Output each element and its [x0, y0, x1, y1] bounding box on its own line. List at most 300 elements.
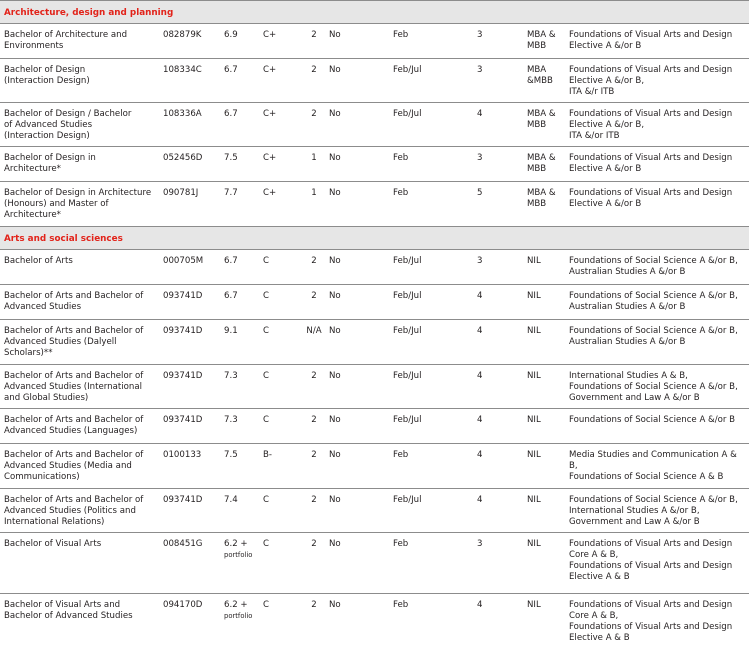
table-row: [0, 594, 749, 654]
admission-score: [224, 103, 263, 147]
ccp-line: NIL: [527, 450, 541, 460]
elective-line: Foundations of Visual Arts and Design: [569, 622, 733, 632]
years: [299, 24, 329, 59]
elective-units: [565, 250, 749, 285]
interview: [329, 103, 389, 147]
table-row: [0, 409, 749, 444]
intake: [389, 594, 477, 654]
elective-units: [565, 489, 749, 533]
duration: [477, 594, 523, 654]
course-name: [0, 409, 159, 444]
duration-value: 4: [477, 371, 483, 381]
intake: [389, 103, 477, 147]
intake: [389, 182, 477, 227]
ccp-line: MBB: [527, 199, 547, 209]
course-code: [159, 365, 224, 409]
ccp-units: [523, 594, 565, 654]
course-name-line: Scholars)**: [4, 348, 53, 358]
years-value: 2: [311, 109, 317, 119]
table-row: [0, 444, 749, 489]
elective-units: [565, 409, 749, 444]
interview-value: No: [329, 188, 341, 198]
ccp-units: [523, 320, 565, 365]
years-value: 2: [311, 256, 317, 266]
interview: [329, 182, 389, 227]
table-row: [0, 320, 749, 365]
course-code-value: 093741D: [163, 326, 203, 336]
ccp-line: NIL: [527, 539, 541, 549]
elective-units: [565, 285, 749, 320]
elective-line: ITA &/or ITB: [569, 131, 620, 141]
ccp-line: MBB: [527, 41, 547, 51]
interview: [329, 533, 389, 594]
intake-value: Feb/Jul: [393, 326, 422, 336]
elective-line: Australian Studies A &/or B: [569, 302, 686, 312]
elective-line: Foundations of Visual Arts and Design: [569, 188, 733, 198]
ccp-line: MBA: [527, 65, 547, 75]
years-value: N/A: [306, 326, 322, 336]
years: [299, 59, 329, 103]
elective-line: Foundations of Visual Arts and Design: [569, 539, 733, 549]
interview-value: No: [329, 539, 341, 549]
course-name-line: Bachelor of Arts and Bachelor of: [4, 415, 144, 425]
course-name: [0, 24, 159, 59]
elective-units: [565, 103, 749, 147]
elective-line: Elective A &/or B,: [569, 120, 645, 130]
math-grade-value: C: [263, 415, 270, 425]
elective-line: Foundations of Social Science A &/or B,: [569, 382, 738, 392]
score-value: 6.7: [224, 291, 238, 301]
ccp-units: [523, 59, 565, 103]
interview-value: No: [329, 415, 341, 425]
years-value: 1: [311, 153, 317, 163]
interview: [329, 147, 389, 182]
math-grade: [263, 409, 299, 444]
score-value: 6.9: [224, 30, 238, 40]
interview-value: No: [329, 450, 341, 460]
years: [299, 285, 329, 320]
years: [299, 182, 329, 227]
ccp-line: MBA &: [527, 188, 556, 198]
course-name-line: Bachelor of Arts and Bachelor of: [4, 450, 144, 460]
ccp-line: MBB: [527, 120, 547, 130]
admission-score: [224, 24, 263, 59]
duration: [477, 533, 523, 594]
course-name-line: Environments: [4, 41, 64, 51]
elective-line: ITA &/r ITB: [569, 87, 615, 97]
table-row: [0, 24, 749, 59]
section-header: [0, 227, 749, 250]
duration: [477, 285, 523, 320]
course-code: [159, 320, 224, 365]
course-name-line: Advanced Studies (Dalyell: [4, 337, 117, 347]
intake-value: Feb/Jul: [393, 256, 422, 266]
duration-value: 3: [477, 30, 483, 40]
intake: [389, 533, 477, 594]
course-name-line: Advanced Studies (Politics and: [4, 506, 136, 516]
course-code: [159, 182, 224, 227]
course-name: [0, 489, 159, 533]
math-grade-value: C+: [263, 153, 277, 163]
course-name-line: Advanced Studies: [4, 302, 82, 312]
math-grade: [263, 103, 299, 147]
interview: [329, 285, 389, 320]
duration-value: 4: [477, 600, 483, 610]
course-name: [0, 250, 159, 285]
elective-units: [565, 320, 749, 365]
elective-units: [565, 365, 749, 409]
ccp-units: [523, 182, 565, 227]
math-grade: [263, 320, 299, 365]
course-name-line: Bachelor of Advanced Studies: [4, 611, 133, 621]
years: [299, 147, 329, 182]
course-code-value: 052456D: [163, 153, 203, 163]
duration-value: 4: [477, 450, 483, 460]
table-row: [0, 285, 749, 320]
duration: [477, 320, 523, 365]
elective-line: International Studies A & B,: [569, 371, 688, 381]
section-title: Arts and social sciences: [0, 227, 749, 250]
ccp-line: NIL: [527, 291, 541, 301]
elective-units: [565, 594, 749, 654]
ccp-units: [523, 409, 565, 444]
course-name-line: and Global Studies): [4, 393, 89, 403]
years-value: 2: [311, 30, 317, 40]
course-name-line: Bachelor of Visual Arts: [4, 539, 102, 549]
years-value: 2: [311, 539, 317, 549]
duration-value: 3: [477, 256, 483, 266]
score-value: 7.4: [224, 495, 238, 505]
course-name: [0, 59, 159, 103]
years-value: 1: [311, 188, 317, 198]
course-name-line: Architecture*: [4, 210, 61, 220]
score-value: 6.2 +: [224, 539, 248, 549]
course-name-line: Bachelor of Arts: [4, 256, 73, 266]
interview-value: No: [329, 600, 341, 610]
math-grade-value: C+: [263, 188, 277, 198]
score-value: 7.5: [224, 153, 238, 163]
intake: [389, 285, 477, 320]
interview: [329, 24, 389, 59]
math-grade-value: C: [263, 326, 270, 336]
interview-value: No: [329, 326, 341, 336]
intake: [389, 24, 477, 59]
interview-value: No: [329, 495, 341, 505]
elective-units: [565, 24, 749, 59]
duration: [477, 365, 523, 409]
intake-value: Feb: [393, 450, 409, 460]
course-code: [159, 24, 224, 59]
intake-value: Feb: [393, 30, 409, 40]
course-name-line: Architecture*: [4, 164, 61, 174]
admission-score: [224, 444, 263, 489]
duration-value: 4: [477, 415, 483, 425]
math-grade: [263, 250, 299, 285]
math-grade-value: B-: [263, 450, 272, 460]
table-row: [0, 250, 749, 285]
intake-value: Feb: [393, 600, 409, 610]
duration: [477, 103, 523, 147]
ccp-units: [523, 444, 565, 489]
ccp-units: [523, 285, 565, 320]
intake-value: Feb/Jul: [393, 65, 422, 75]
course-name: [0, 444, 159, 489]
course-name: [0, 182, 159, 227]
years-value: 2: [311, 415, 317, 425]
elective-line: Foundations of Social Science A &/or B,: [569, 495, 738, 505]
course-name-line: Bachelor of Arts and Bachelor of: [4, 495, 144, 505]
table-row: [0, 182, 749, 227]
elective-line: Government and Law A &/or B: [569, 517, 700, 527]
table-row: [0, 147, 749, 182]
course-code: [159, 103, 224, 147]
course-name-line: Bachelor of Visual Arts and: [4, 600, 121, 610]
math-grade-value: C: [263, 256, 270, 266]
math-grade: [263, 24, 299, 59]
elective-line: Foundations of Visual Arts and Design: [569, 153, 733, 163]
ccp-units: [523, 147, 565, 182]
duration: [477, 489, 523, 533]
math-grade-value: C: [263, 291, 270, 301]
admission-score: [224, 365, 263, 409]
ccp-units: [523, 489, 565, 533]
duration-value: 5: [477, 188, 483, 198]
course-code: [159, 444, 224, 489]
elective-line: Foundations of Visual Arts and Design: [569, 30, 733, 40]
score-value: 7.5: [224, 450, 238, 460]
math-grade: [263, 365, 299, 409]
intake: [389, 365, 477, 409]
ccp-units: [523, 103, 565, 147]
elective-line: Foundations of Social Science A &/or B,: [569, 291, 738, 301]
duration: [477, 409, 523, 444]
score-value: 6.2 +: [224, 600, 248, 610]
course-name-line: Bachelor of Arts and Bachelor of: [4, 326, 144, 336]
intake: [389, 320, 477, 365]
admission-score: [224, 489, 263, 533]
intake: [389, 444, 477, 489]
interview: [329, 250, 389, 285]
elective-line: B,: [569, 461, 578, 471]
course-code-value: 082879K: [163, 30, 202, 40]
elective-line: Elective A & B: [569, 572, 630, 582]
ccp-line: MBA &: [527, 153, 556, 163]
intake-value: Feb: [393, 539, 409, 549]
years: [299, 409, 329, 444]
years: [299, 320, 329, 365]
intake: [389, 409, 477, 444]
interview: [329, 444, 389, 489]
years: [299, 444, 329, 489]
course-name-line: Bachelor of Design in: [4, 153, 96, 163]
math-grade: [263, 285, 299, 320]
course-name-line: Bachelor of Architecture and: [4, 30, 128, 40]
years-value: 2: [311, 65, 317, 75]
table-row: [0, 365, 749, 409]
course-name: [0, 103, 159, 147]
elective-line: Elective A &/or B,: [569, 76, 645, 86]
elective-line: Elective A &/or B: [569, 41, 642, 51]
math-grade-value: C: [263, 495, 270, 505]
course-code-value: 093741D: [163, 371, 203, 381]
math-grade-value: C+: [263, 30, 277, 40]
course-code-value: 094170D: [163, 600, 203, 610]
course-name-line: Advanced Studies (Media and: [4, 461, 132, 471]
math-grade-value: C+: [263, 109, 277, 119]
math-grade: [263, 489, 299, 533]
course-name: [0, 285, 159, 320]
duration-value: 3: [477, 65, 483, 75]
elective-line: Core A & B,: [569, 550, 619, 560]
table-row: [0, 103, 749, 147]
ccp-units: [523, 365, 565, 409]
interview-value: No: [329, 291, 341, 301]
intake: [389, 59, 477, 103]
course-name: [0, 320, 159, 365]
interview-value: No: [329, 30, 341, 40]
elective-line: Elective A &/or B: [569, 199, 642, 209]
years: [299, 594, 329, 654]
intake-value: Feb: [393, 188, 409, 198]
ccp-line: NIL: [527, 495, 541, 505]
interview-value: No: [329, 65, 341, 75]
course-code-value: 093741D: [163, 495, 203, 505]
course-name: [0, 147, 159, 182]
math-grade-value: C: [263, 371, 270, 381]
score-note: portfolio: [224, 551, 253, 559]
elective-line: Foundations of Visual Arts and Design: [569, 561, 733, 571]
elective-line: Elective A &/or B: [569, 164, 642, 174]
course-code-value: 108334C: [163, 65, 202, 75]
admission-score: [224, 182, 263, 227]
math-grade: [263, 533, 299, 594]
ccp-line: MBA &: [527, 109, 556, 119]
ccp-units: [523, 533, 565, 594]
course-name-line: Bachelor of Design in Architecture: [4, 188, 152, 198]
ccp-line: NIL: [527, 415, 541, 425]
course-code-value: 000705M: [163, 256, 204, 266]
interview: [329, 489, 389, 533]
duration: [477, 147, 523, 182]
course-code-value: 008451G: [163, 539, 203, 549]
table-row: [0, 489, 749, 533]
years: [299, 533, 329, 594]
course-name-line: Bachelor of Design / Bachelor: [4, 109, 132, 119]
course-code: [159, 533, 224, 594]
ccp-line: MBA &: [527, 30, 556, 40]
duration: [477, 24, 523, 59]
admission-score: [224, 250, 263, 285]
math-grade-value: C: [263, 600, 270, 610]
course-name-line: of Advanced Studies: [4, 120, 93, 130]
course-name: [0, 365, 159, 409]
years: [299, 103, 329, 147]
admission-score: [224, 320, 263, 365]
course-code: [159, 489, 224, 533]
section-title: Architecture, design and planning: [0, 1, 749, 24]
intake-value: Feb/Jul: [393, 495, 422, 505]
years-value: 2: [311, 495, 317, 505]
math-grade: [263, 59, 299, 103]
elective-line: International Studies A &/or B,: [569, 506, 700, 516]
elective-line: Media Studies and Communication A &: [569, 450, 737, 460]
course-code: [159, 285, 224, 320]
score-value: 6.7: [224, 65, 238, 75]
elective-units: [565, 147, 749, 182]
ccp-line: &MBB: [527, 76, 553, 86]
table-row: [0, 533, 749, 594]
elective-line: Foundations of Social Science A &/or B: [569, 415, 736, 425]
score-value: 9.1: [224, 326, 238, 336]
score-note: portfolio: [224, 612, 253, 620]
score-value: 7.7: [224, 188, 238, 198]
math-grade-value: C+: [263, 65, 277, 75]
course-code: [159, 59, 224, 103]
course-code-value: 108336A: [163, 109, 202, 119]
duration: [477, 444, 523, 489]
course-code: [159, 594, 224, 654]
years-value: 2: [311, 291, 317, 301]
elective-line: Elective A & B: [569, 633, 630, 643]
math-grade: [263, 444, 299, 489]
intake-value: Feb/Jul: [393, 371, 422, 381]
ccp-line: MBB: [527, 164, 547, 174]
course-name-line: Bachelor of Arts and Bachelor of: [4, 291, 144, 301]
course-code-value: 0100133: [163, 450, 202, 460]
admission-score: [224, 59, 263, 103]
ccp-line: NIL: [527, 256, 541, 266]
course-name-line: Communications): [4, 472, 80, 482]
duration-value: 3: [477, 539, 483, 549]
elective-line: Foundations of Social Science A &/or B,: [569, 256, 738, 266]
years-value: 2: [311, 600, 317, 610]
course-name-line: Advanced Studies (International: [4, 382, 142, 392]
section-header: [0, 1, 749, 24]
course-name-line: (Interaction Design): [4, 131, 90, 141]
intake: [389, 250, 477, 285]
math-grade: [263, 147, 299, 182]
elective-line: Foundations of Social Science A & B: [569, 472, 724, 482]
duration-value: 4: [477, 495, 483, 505]
score-value: 6.7: [224, 256, 238, 266]
course-code: [159, 250, 224, 285]
elective-units: [565, 182, 749, 227]
math-grade: [263, 594, 299, 654]
course-name: [0, 594, 159, 654]
ccp-line: NIL: [527, 600, 541, 610]
admission-score: [224, 147, 263, 182]
elective-line: Foundations of Visual Arts and Design: [569, 109, 733, 119]
duration: [477, 59, 523, 103]
elective-units: [565, 533, 749, 594]
admission-score: [224, 594, 263, 654]
intake-value: Feb: [393, 153, 409, 163]
ccp-units: [523, 24, 565, 59]
interview-value: No: [329, 371, 341, 381]
course-code: [159, 409, 224, 444]
course-name-line: Bachelor of Arts and Bachelor of: [4, 371, 144, 381]
table-body: [0, 1, 749, 654]
course-name-line: International Relations): [4, 517, 105, 527]
course-name-line: (Interaction Design): [4, 76, 90, 86]
duration-value: 4: [477, 291, 483, 301]
score-value: 6.7: [224, 109, 238, 119]
years: [299, 250, 329, 285]
intake-value: Feb/Jul: [393, 415, 422, 425]
interview-value: No: [329, 153, 341, 163]
interview-value: No: [329, 256, 341, 266]
interview: [329, 320, 389, 365]
